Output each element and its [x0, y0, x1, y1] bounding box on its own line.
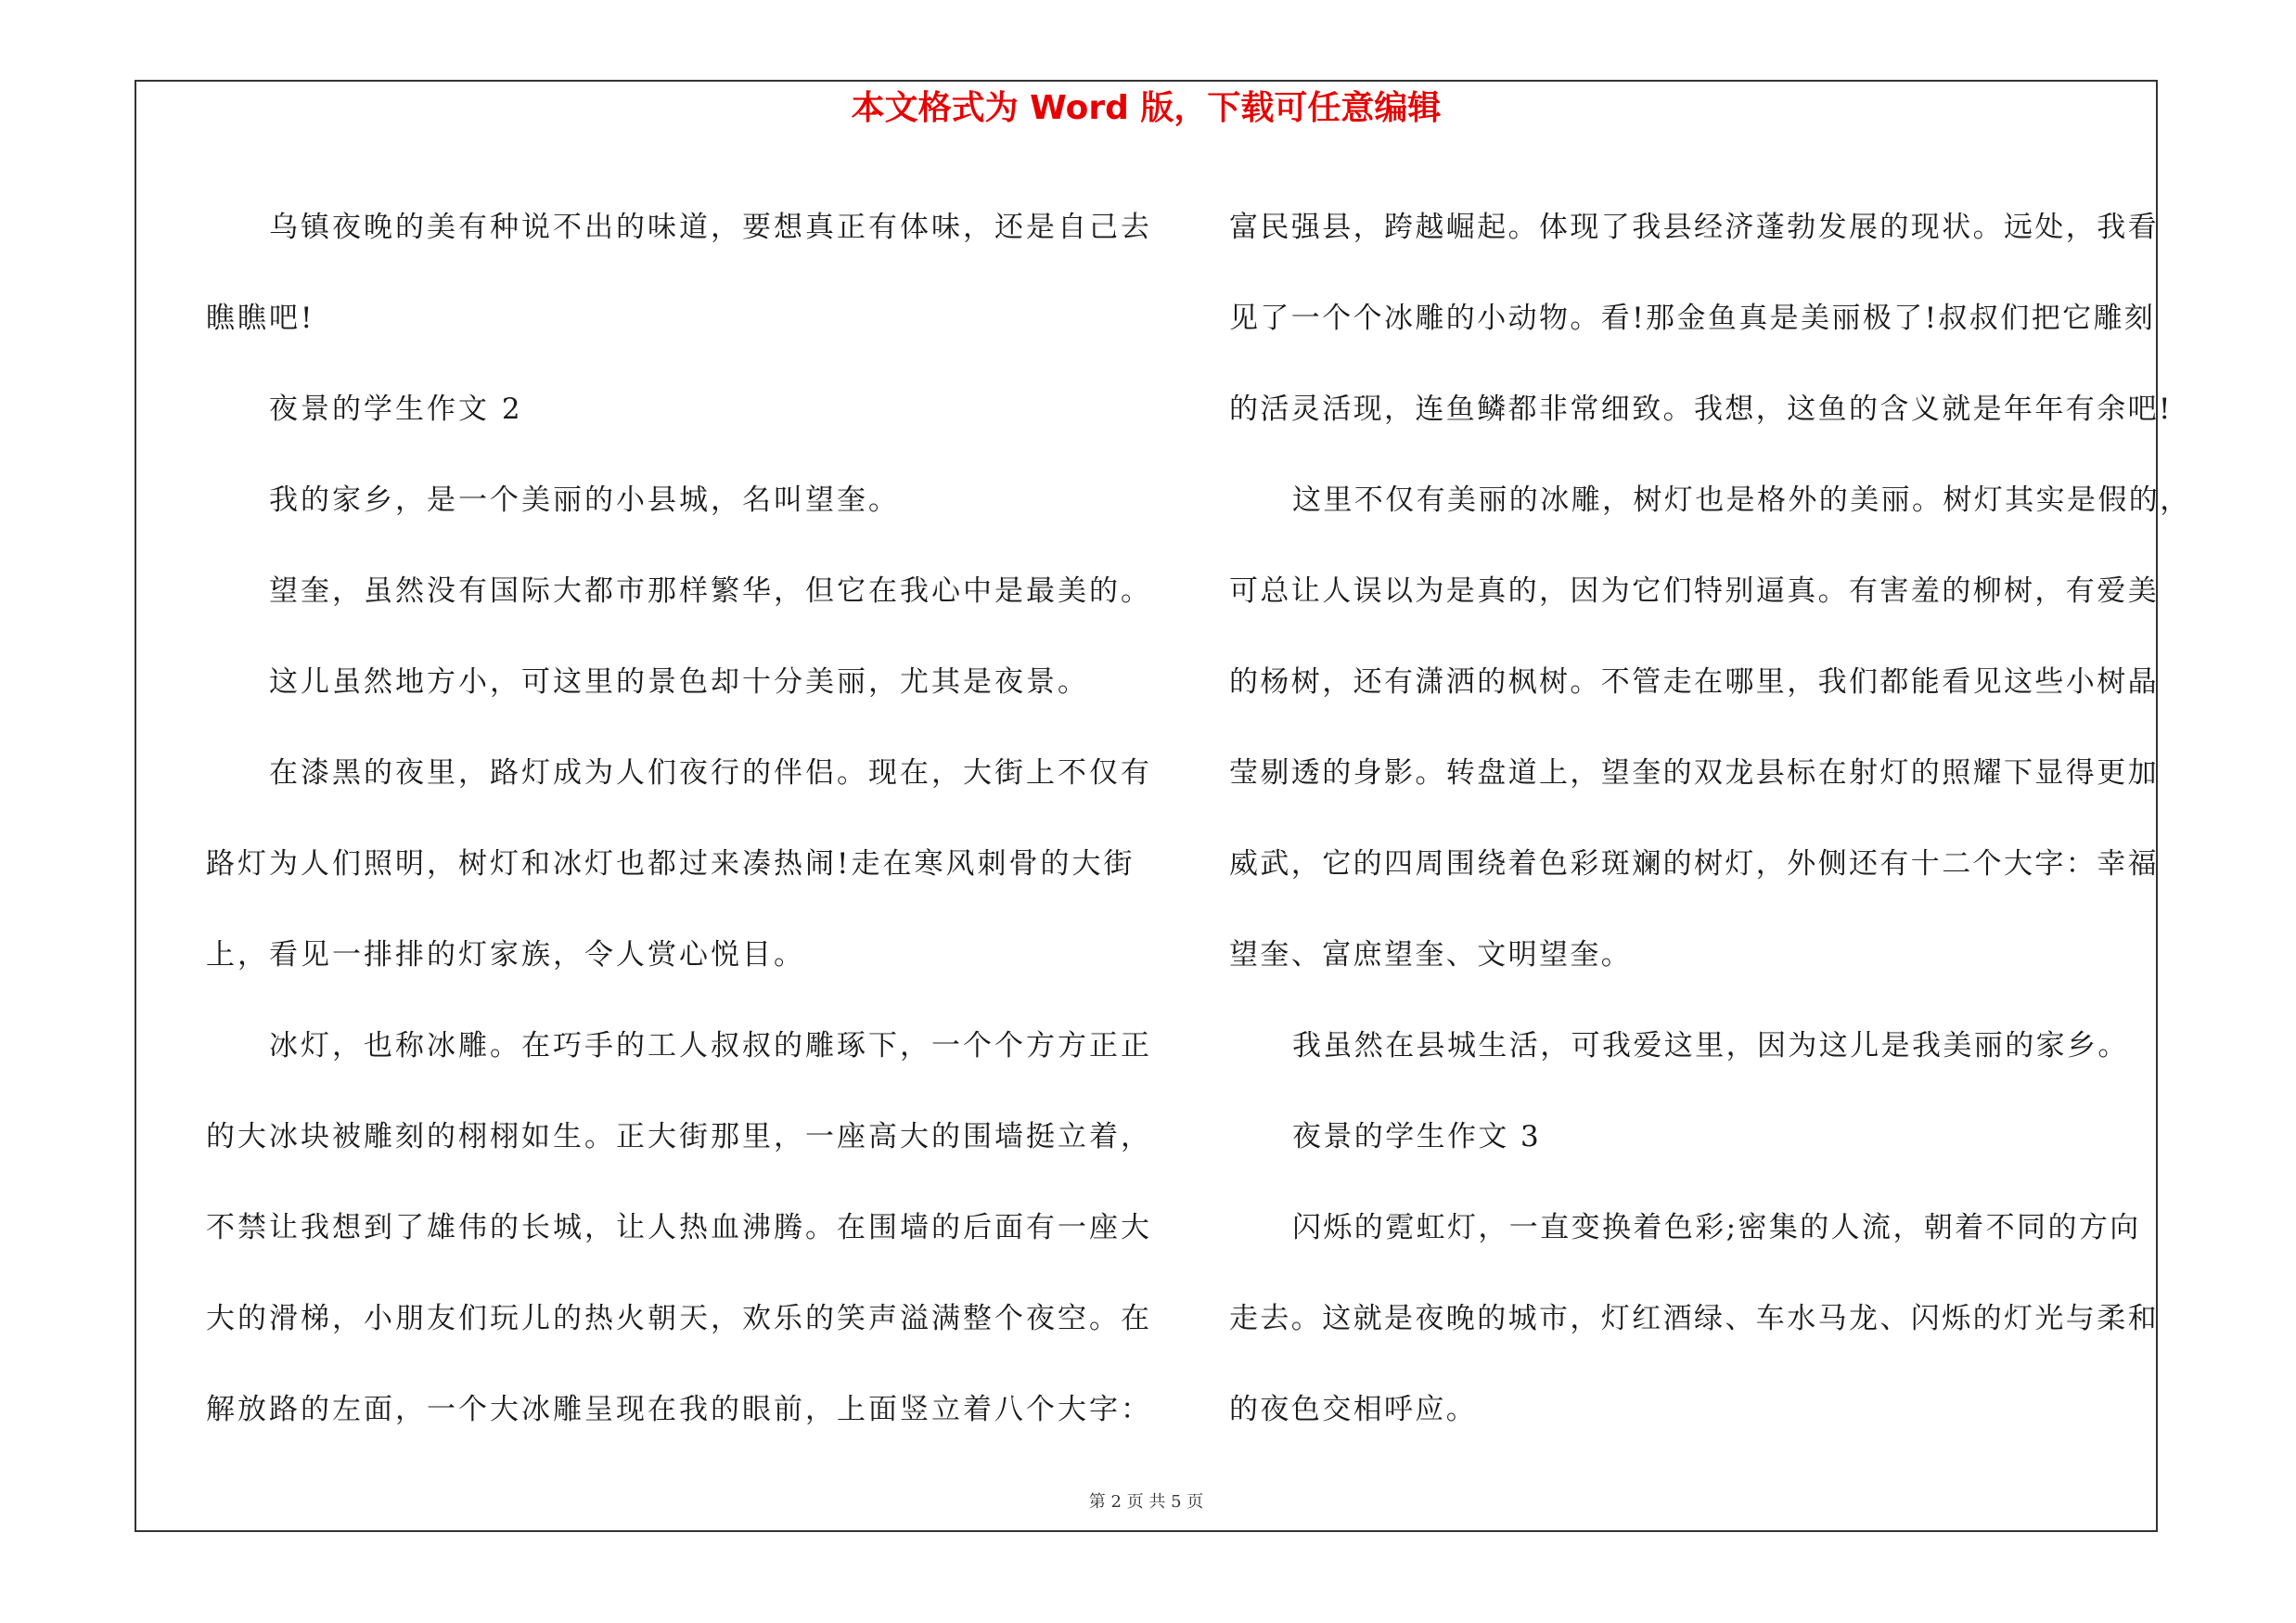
text-line: 这儿虽然地方小，可这里的景色却十分美丽，尤其是夜景。: [269, 665, 1089, 699]
left-column: [206, 182, 1152, 1455]
text-line: 可总让人误以为是真的，因为它们特别逼真。有害羞的柳树，有爱美: [1229, 574, 2159, 608]
text-line: 走去。这就是夜晚的城市，灯红酒绿、车水马龙、闪烁的灯光与柔和: [1229, 1302, 2159, 1335]
text-line: 望奎、富庶望奎、文明望奎。: [1229, 938, 1633, 972]
text-line: 瞧瞧吧!: [206, 302, 315, 335]
text-line: 富民强县，跨越崛起。体现了我县经济蓬勃发展的现状。远处，我看: [1229, 211, 2159, 244]
text-line: 大的滑梯，小朋友们玩儿的热火朝天，欢乐的笑声溢满整个夜空。在: [206, 1302, 1152, 1335]
text-line: 莹剔透的身影。转盘道上，望奎的双龙县标在射灯的照耀下显得更加: [1229, 756, 2159, 790]
text-line: 的夜色交相呼应。: [1229, 1393, 1478, 1426]
text-line: 解放路的左面，一个大冰雕呈现在我的眼前，上面竖立着八个大字：: [206, 1393, 1152, 1426]
right-column: [1229, 182, 2191, 1455]
text-line: 威武，它的四周围绕着色彩斑斓的树灯，外侧还有十二个大字：幸福: [1229, 847, 2159, 881]
text-line: 的活灵活现，连鱼鳞都非常细致。我想，这鱼的含义就是年年有余吧!: [1229, 393, 2173, 426]
page-number-footer: 第 2 页 共 5 页: [1088, 1492, 1204, 1512]
text-line: 乌镇夜晚的美有种说不出的味道，要想真正有体味，还是自己去: [269, 211, 1152, 244]
text-line: 这里不仅有美丽的冰雕，树灯也是格外的美丽。树灯其实是假的，: [1292, 483, 2191, 517]
text-line: 夜景的学生作文 2: [269, 393, 523, 426]
text-line: 冰灯，也称冰雕。在巧手的工人叔叔的雕琢下，一个个方方正正: [269, 1029, 1152, 1063]
text-line: 在漆黑的夜里，路灯成为人们夜行的伴侣。现在，大街上不仅有: [269, 756, 1152, 790]
text-line: 路灯为人们照明，树灯和冰灯也都过来凑热闹!走在寒风刺骨的大街: [206, 847, 1135, 881]
text-line: 夜景的学生作文 3: [1292, 1120, 1542, 1153]
text-line: 我虽然在县城生活，可我爱这里，因为这儿是我美丽的家乡。: [1292, 1029, 2129, 1063]
text-line: 不禁让我想到了雄伟的长城，让人热血沸腾。在围墙的后面有一座大: [206, 1211, 1152, 1244]
text-line: 闪烁的霓虹灯，一直变换着色彩;密集的人流，朝着不同的方向: [1292, 1211, 2141, 1244]
text-line: 上，看见一排排的灯家族，令人赏心悦目。: [206, 938, 805, 972]
text-line: 见了一个个冰雕的小动物。看!那金鱼真是美丽极了!叔叔们把它雕刻: [1229, 302, 2156, 335]
header-banner: 本文格式为 Word 版，下载可任意编辑: [851, 89, 1442, 127]
text-line: 望奎，虽然没有国际大都市那样繁华，但它在我心中是最美的。: [269, 574, 1152, 608]
text-line: 的杨树，还有潇洒的枫树。不管走在哪里，我们都能看见这些小树晶: [1229, 665, 2159, 699]
text-line: 我的家乡，是一个美丽的小县城，名叫望奎。: [269, 483, 900, 517]
text-line: 的大冰块被雕刻的栩栩如生。正大街那里，一座高大的围墙挺立着，: [206, 1120, 1152, 1153]
